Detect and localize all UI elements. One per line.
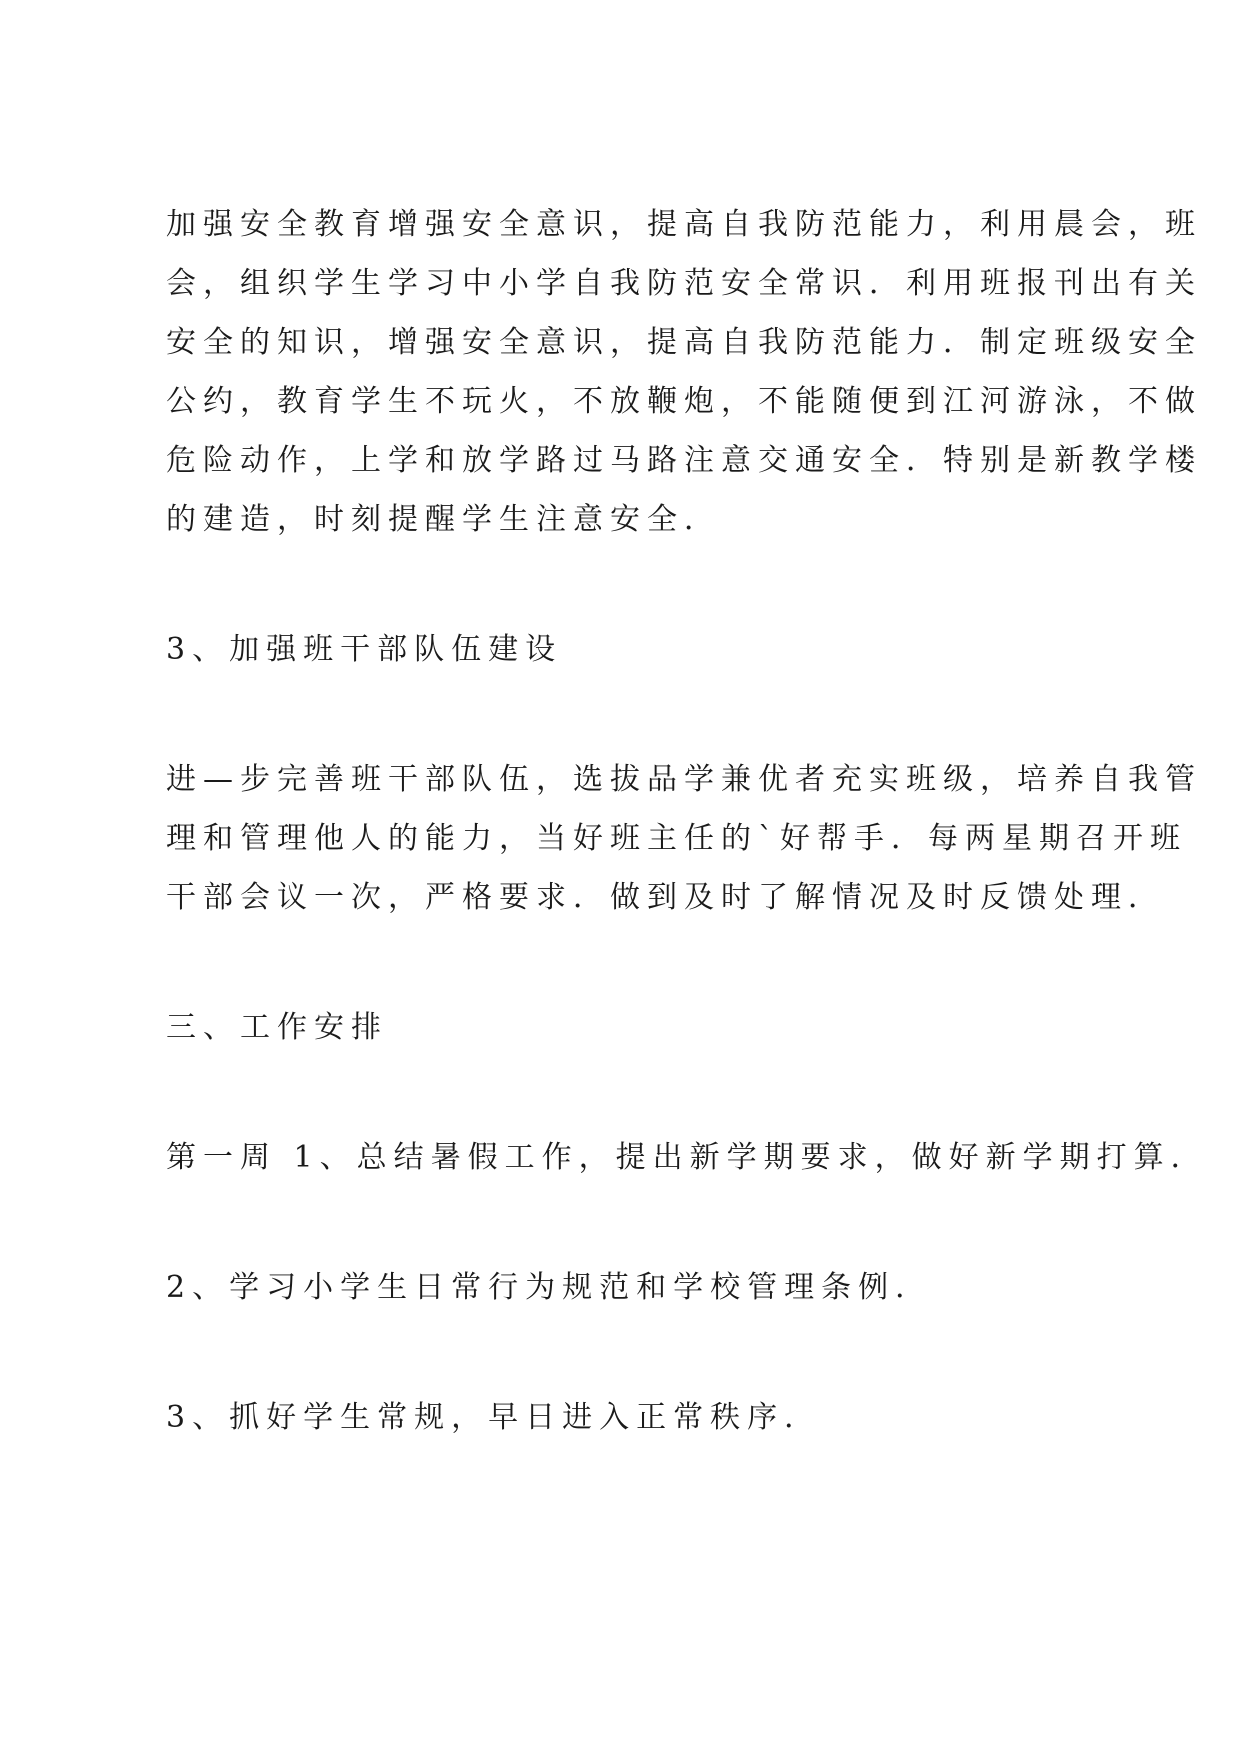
schedule-item-3: 3、抓好学生常规，早日进入正常秩序． [166, 1400, 822, 1435]
schedule-item-2: 2、学习小学生日常行为规范和学校管理条例． [166, 1270, 933, 1305]
paragraph-line: 干部会议一次，严格要求．做到及时了解情况及时反馈处理． [166, 880, 1165, 915]
paragraph-line: 理和管理他人的能力，当好班主任的`好帮手．每两星期召开班 [166, 821, 1187, 856]
section-heading-work-schedule: 三、工作安排 [166, 1010, 388, 1045]
paragraph-line: 危险动作，上学和放学路过马路注意交通安全．特别是新教学楼 [166, 443, 1202, 478]
section-heading-class-cadre: 3、加强班干部队伍建设 [166, 632, 563, 667]
paragraph-line: 会，组织学生学习中小学自我防范安全常识．利用班报刊出有关 [166, 266, 1202, 301]
paragraph-line: 安全的知识，增强安全意识，提高自我防范能力．制定班级安全 [166, 325, 1202, 360]
schedule-item-week-one: 第一周 1、总结暑假工作，提出新学期要求，做好新学期打算． [166, 1140, 1208, 1175]
paragraph-line: 进—步完善班干部队伍，选拔品学兼优者充实班级，培养自我管 [166, 762, 1202, 797]
paragraph-line: 公约，教育学生不玩火，不放鞭炮，不能随便到江河游泳，不做 [166, 384, 1202, 419]
paragraph-line: 加强安全教育增强安全意识，提高自我防范能力，利用晨会，班 [166, 207, 1202, 242]
paragraph-line: 的建造，时刻提醒学生注意安全． [166, 502, 721, 537]
